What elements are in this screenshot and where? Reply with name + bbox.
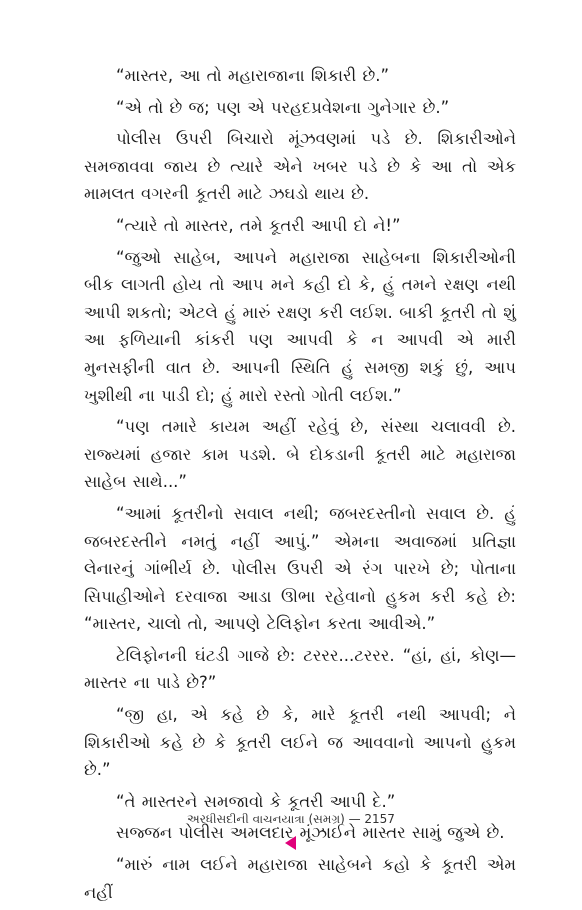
paragraph: “તે માસ્તરને સમજાવો કે કૂતરી આપી દે.” [116, 791, 396, 811]
paragraph: પોલીસ ઉપરી બિચારો મૂંઝવણમાં પડે છે. શિકારીઓને સમજાવવા જાય છે ત્યારે એને ખબર પડે છે કે આ તો એક મામલત વગરની કૂતરી માટે ઝઘડો થાય છે. [84, 129, 516, 204]
page-footer: અરધીસદીની વાચનયાત્રા (સમગ્ર) — 2157 [187, 812, 395, 826]
paragraph: “એ તો છે જ; પણ એ પરહદપ્રવેશના ગુનેગાર છે.” [116, 97, 450, 117]
paragraph: સજ્જન પોલીસ અમલદાર મૂંઝાઈને માસ્તર સામું જુએ છે. [116, 823, 505, 843]
paragraph: “માસ્તર, આ તો મહારાજાના શિકારી છે.” [116, 66, 390, 85]
paragraph: ટેલિફોનની ઘંટડી ગાજે છે: ટરરર...ટરરર. “હાં, હાં, કોણ—માસ્તર ના પાડે છે?” [84, 645, 516, 693]
paragraph: “આમાં કૂતરીનો સવાલ નથી; જબરદસ્તીનો સવાલ છે. હું જબરદસ્તીને નમતું નહીં આપું.” એમના અવાજમાં પ્રતિજ્ઞા લેનારનું ગાંભીર્ય છે. પોલીસ ઉપરી એ રંગ પારખે છે; પોતાના સિપાહીઓને દરવાજા આડા ઊભા રહેવાનો હુકમ કરી કહે છે: “માસ્તર, ચાલો તો, આપણે ટેલિફોન કરતા આવીએ.” [84, 503, 516, 634]
left-triangle-icon[interactable] [285, 836, 296, 850]
paragraph: “જુઓ સાહેબ, આપને મહારાજા સાહેબના શિકારીઓની બીક લાગતી હોય તો આપ મને કહી દો કે, હું તમને રક્ષણ નથી આપી શકતો; એટલે હું મારું રક્ષણ કરી લઈશ. બાકી કૂતરી તો શું આ ફળિયાની કાંકરી પણ આપવી કે ન આપવી એ મારી મુનસફીની વાત છે. આપની સ્થિતિ હું સમજી શકું છું, આપ ખુશીથી ના પાડી દો; હું મારો રસ્તો ગોતી લઈશ.” [84, 247, 516, 405]
paragraph: “પણ તમારે કાયમ અહીં રહેવું છે, સંસ્થા ચલાવવી છે. રાજ્યમાં હજાર કામ પડશે. બે દોકડાની કૂતરી માટે મહારાજા સાહેબ સાથે...” [84, 417, 516, 492]
paragraph: “જી હા, એ કહે છે કે, મારે કૂતરી નથી આપવી; ને શિકારીઓ કહે છે કે કૂતરી લઈને જ આવવાનો આપનો હુકમ છે.” [84, 705, 516, 780]
paragraph: “મારું નામ લઈને મહારાજા સાહેબને કહો કે કૂતરી એમ નહીં [84, 855, 516, 902]
paragraph: “ત્યારે તો માસ્તર, તમે કૂતરી આપી દો ને!” [116, 215, 401, 235]
body-text [84, 62, 516, 910]
